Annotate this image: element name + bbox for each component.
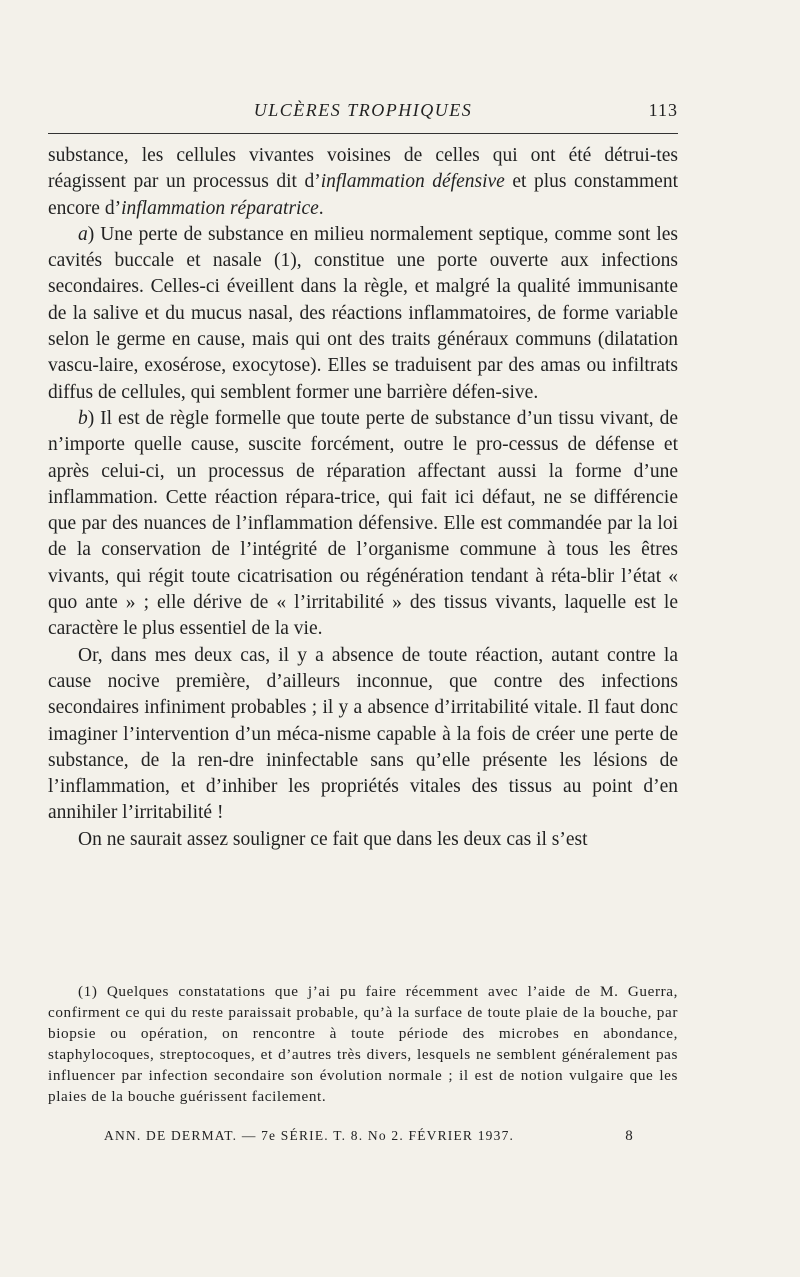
term-inflammation-defensive: inflammation défensive xyxy=(320,171,505,193)
sheet-number: 8 xyxy=(625,1128,634,1144)
paragraph-a-text: ) Une perte de substance en milieu normalement septique, comme sont les cavités buccale et nasale (1), constitue une porte ouverte aux infections secondaires. Celles-ci éveillent dans la règle, et malgré la qualité immunisante de la salive et du mucus nasal, des réactions inflammatoires, de forme variable selon le germe en cause, mais qui ont des traits généraux communs (dilatation vascu-laire, exosérose, exocytose). Elles se traduisent par des amas ou infiltrats diffus de cellules, qui semblent former une barrière défen-sive. xyxy=(48,223,678,403)
paragraph-b-text: ) Il est de règle formelle que toute perte de substance d’un tissu vivant, de n’importe quelle cause, suscite forcément, outre le pro-cessus de défense et après celui-ci, un processus de réparation affectant aussi la forme d’une inflammation. Cette réaction répara-trice, qui fait ici défaut, ne se différencie que par des nuances de l’inflammation défensive. Elle est commandée par la loi de la conservation de l’intégrité de l’organisme commune à tous les êtres vivants, qui régit toute cicatrisation ou régénération tendant à réta-blir l’état « quo ante » ; elle dérive de « l’irritabilité » des tissus vivants, laquelle est le caractère le plus essentiel de la vie. xyxy=(48,407,678,640)
body-text xyxy=(48,143,678,853)
paragraph-1-text-c: . xyxy=(318,197,324,219)
paragraph-1-text-b: et plus constamment encore d’ xyxy=(48,171,678,219)
term-inflammation-reparatrice: inflammation réparatrice xyxy=(121,197,319,219)
page-number: 113 xyxy=(648,100,678,120)
paragraph-a-label: a xyxy=(78,223,88,245)
paragraph-b-label: b xyxy=(78,407,88,429)
footnotes xyxy=(48,981,678,1107)
journal-reference: ANN. DE DERMAT. — 7e SÉRIE. T. 8. No 2. FÉVRIER 1937. xyxy=(104,1128,515,1143)
paragraph-1 xyxy=(48,143,678,222)
paragraph-a xyxy=(48,222,678,406)
paragraph-4: Or, dans mes deux cas, il y a absence de toute réaction, autant contre la cause nocive première, d’ailleurs inconnue, que contre des infections secondaires infiniment probables ; il y a absence d’irritabilité vitale. Il faut donc imaginer l’intervention d’un méca-nisme capable à la fois de créer une perte de substance, de la ren-dre ininfectable sans qu’elle présente les lésions de l’inflammation, et d’inhiber les propriétés vitales des tissus au point d’en annihiler l’irritabilité ! xyxy=(48,644,678,824)
paragraph-1-text-a: substance, les cellules vivantes voisines de celles qui ont été détrui-tes réagissent par un processus dit d’ xyxy=(48,145,678,193)
running-title: ULCÈRES TROPHIQUES xyxy=(253,100,473,120)
paragraph-b xyxy=(48,406,678,643)
running-head xyxy=(48,100,678,128)
paragraph-5: On ne saurait assez souligner ce fait que dans les deux cas il s’est xyxy=(78,828,588,850)
footnote-1: (1) Quelques constatations que j’ai pu faire récemment avec l’aide de M. Guerra, confirment ce qui du reste paraissait probable, qu’à la surface de toute plaie de la bouche, par biopsie ou opération, on rencontre à toute période des microbes en abondance, staphylocoques, streptocoques, et d’autres très divers, lesquels ne semblent généralement pas influencer par infection secondaire son évolution normale ; il est de notion vulgaire que les plaies de la bouche guérissent facilement. xyxy=(48,983,678,1105)
header-rule xyxy=(48,133,678,134)
